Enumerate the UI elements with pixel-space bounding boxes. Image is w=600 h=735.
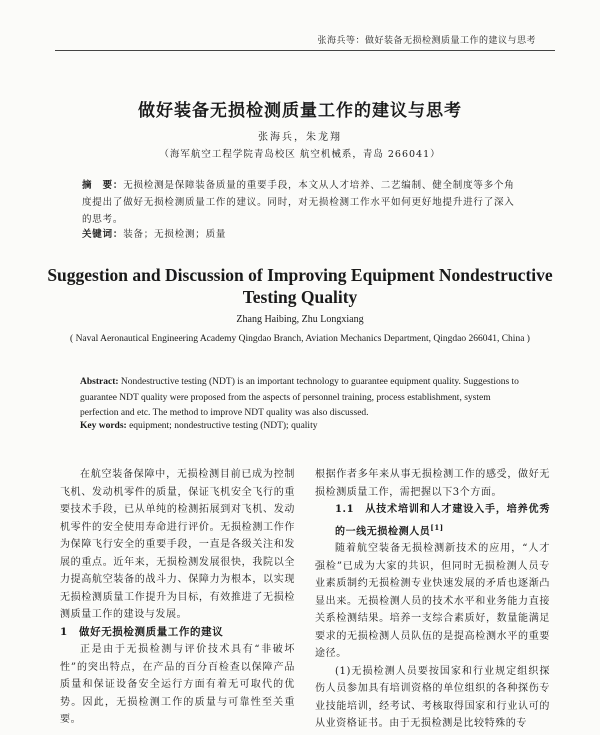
english-affiliation: ( Naval Aeronautical Engineering Academy Qingdao Branch, Aviation Mechanics Department, Qingdao 266041, China ): [70, 334, 530, 344]
talent-paragraph: 随着航空装备无损检测新技术的应用，“人才强检”已成为大家的共识，但同时无损检测人员专业素质制约无损检测专业快速发展的矛盾也逐渐凸显出来。无损检测人员的技术水平和业务能力直接关系检测结果。培养一支综合素质好，数量能满足要求的无损检测人员队伍的是提高检测水平的重要途径。: [315, 543, 550, 660]
english-keywords: [80, 421, 525, 431]
chinese-title: 做好装备无损检测质量工作的建议与思考: [138, 101, 462, 121]
chinese-authors: 张海兵，朱龙翔: [258, 132, 342, 143]
chinese-affiliation: （海军航空工程学院青岛校区 航空机械系，青岛 266041）: [159, 149, 441, 160]
header-rule: [55, 50, 555, 51]
subsection-ref: [1]: [430, 522, 444, 532]
left-column: [60, 466, 295, 729]
training-paragraph: (1)无损检测人员要按国家和行业规定组织探伤人员参加具有培训资格的单位组织的各种探伤专业技能培训，经考试、考核取得国家和行业认可的从业资格证书。由于无损检测是比较特殊的专: [315, 665, 550, 730]
running-head: 张海兵等：做好装备无损检测质量工作的建议与思考: [317, 36, 536, 46]
chinese-keywords-label: 关键词：: [82, 229, 124, 240]
intro-paragraph: 在航空装备保障中，无损检测目前已成为控制飞机、发动机零件的质量，保证飞机安全飞行的重要技术手段，已从单纯的检测拓展到对飞机、发动机零件的安全使用寿命进行评价。无损检测工作作为保障飞行安全的重要手段，一直是各级关注和发展的重点。近年来，无损检测发展很快，我院以全力提高航空装备的战斗力、保障力为根本，以实现无损检测质量工作提升为目标，有效推进了无损检测质量工作的建设与发展。: [60, 469, 295, 620]
chinese-keywords-text: 装备；无损检测；质量: [123, 229, 227, 240]
chinese-abstract-text: 无损检测是保障装备质量的重要手段，本文从人才培养、二艺编制、健全制度等多个角度提出了做好无损检测质量工作的建议。同时，对无损检测工作水平如何更好地提升进行了深入的思考。: [82, 180, 515, 225]
english-abstract: [80, 375, 525, 422]
subsection-1-1-title: 1.1 从技术培训和人才建设入手，培养优秀的一线无损检测人员: [335, 504, 550, 537]
english-authors: Zhang Haibing, Zhu Longxiang: [236, 314, 364, 325]
english-keywords-label: Key words:: [80, 421, 127, 431]
english-keywords-text: equipment; nondestructive testing (NDT); quality: [129, 421, 318, 431]
subsection-1-1-heading: [315, 501, 550, 540]
chinese-keywords: [82, 226, 522, 240]
right-column: [315, 466, 550, 733]
english-abstract-label: Abstract:: [80, 377, 119, 387]
section-1-heading: 1 做好无损检测质量工作的建议: [60, 625, 224, 638]
english-abstract-text: Nondestructive testing (NDT) is an important technology to guarantee equipment quality. Suggestions to guarantee NDT quality were proposed from the aspects of personnel training, process establishment, system perfection and etc. The method to improve NDT quality was also discussed.: [80, 377, 519, 418]
chinese-abstract-label: 摘 要：: [82, 180, 124, 191]
chinese-abstract: [82, 177, 522, 228]
english-title: Suggestion and Discussion of Improving Equipment Nondestructive Testing Quality: [47, 265, 553, 307]
right-intro-paragraph: 根据作者多年来从事无损检测工作的感受，做好无损检测质量工作，需把握以下3个方面。: [315, 469, 550, 498]
section-1-paragraph: 正是由于无损检测与评价技术具有“非破坏性”的突出特点，在产品的百分百检查以保障产品质量和保证设备安全运行方面有着无可取代的优势。因此，无损检测工作的质量与可靠性至关重要。: [60, 644, 295, 725]
